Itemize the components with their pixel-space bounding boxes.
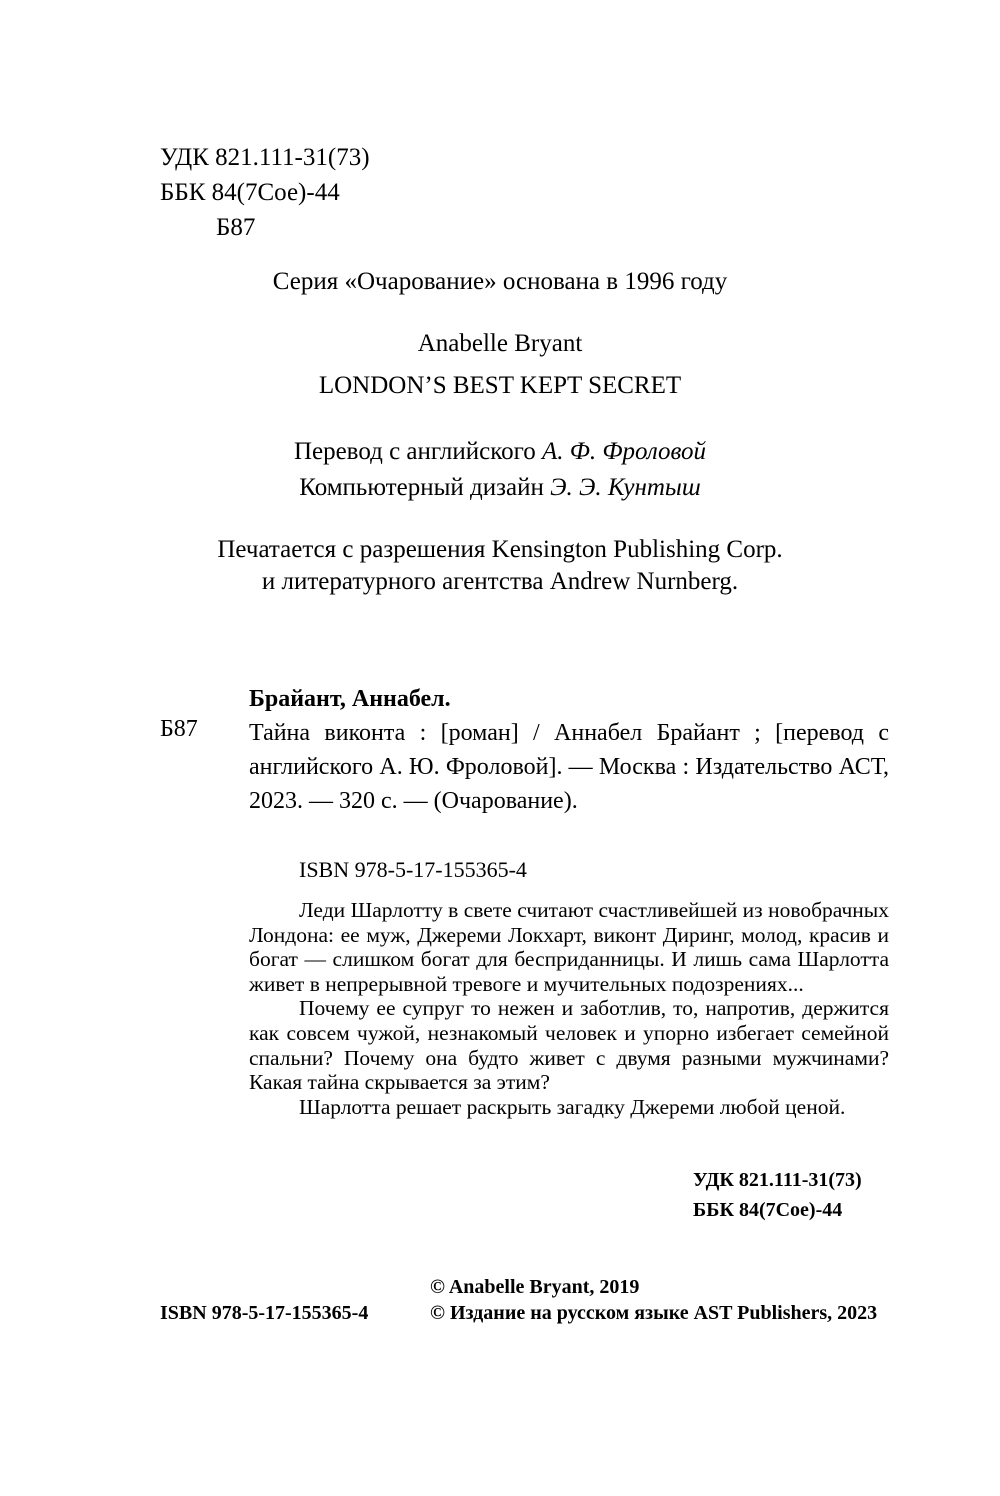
catalog-author-heading: Брайант, Аннабел. [249, 686, 451, 712]
annotation-paragraph: Почему ее супруг то нежен и заботлив, то, напротив, держится как совсем чужой, незнакомый человек и упорно избегает семейной спальни? Почему она будто живет с двумя разными мужчинами? Какая тайна скрывается за этим? [249, 996, 889, 1095]
original-title: LONDON’S BEST KEPT SECRET [318, 372, 682, 399]
bottom-classification-codes [693, 1165, 862, 1225]
copyright-original: © Anabelle Bryant, 2019 [430, 1276, 640, 1298]
annotation-paragraph: Шарлотта решает раскрыть загадку Джереми любой ценой. [299, 1094, 846, 1119]
annotation-paragraph: Леди Шарлотту в свете считают счастливейшей из новобрачных Лондона: ее муж, Джереми Локхарт, виконт Диринг, молод, красив и богат — слишком богат для бесприданницы. И лишь сама Шарлотта живет в непрерывной тревоге и мучительных подозрениях... [249, 898, 889, 996]
classification-codes [160, 140, 370, 245]
design-prefix: Компьютерный дизайн [299, 474, 544, 501]
udk-code: УДК 821.111-31(73) [160, 144, 370, 171]
original-author: Anabelle Bryant [417, 330, 583, 357]
series-line: Серия «Очарование» основана в 1996 году [272, 268, 728, 295]
bottom-isbn: ISBN 978-5-17-155365-4 [160, 1302, 369, 1324]
catalog-isbn: ISBN 978-5-17-155365-4 [299, 857, 527, 882]
bottom-bbk-code: ББК 84(7Сое)-44 [693, 1199, 843, 1221]
annotation [249, 898, 889, 1119]
bottom-udk-code: УДК 821.111-31(73) [693, 1169, 862, 1191]
translation-credit [0, 434, 1000, 470]
design-credit [0, 470, 1000, 506]
translator-name: А. Ф. Фроловой [541, 438, 707, 465]
permission-notice [0, 534, 1000, 598]
permission-line-2: и литературного агентства Andrew Nurnberg. [261, 568, 739, 595]
permission-line-1: Печатается с разрешения Kensington Publishing Corp. [217, 536, 783, 563]
catalog-code: Б87 [160, 716, 198, 742]
catalog-description: Тайна виконта : [роман] / Аннабел Брайант ; [перевод с английского А. Ю. Фроловой]. — Москва : Издательство АСТ, 2023. — 320 с. — (Очарование). [249, 720, 889, 814]
author-sign: Б87 [216, 214, 256, 241]
designer-name: Э. Э. Кунтыш [550, 474, 701, 501]
copyright-russian: © Издание на русском языке AST Publishers, 2023 [430, 1302, 878, 1324]
bbk-code: ББК 84(7Сое)-44 [160, 179, 340, 206]
translation-prefix: Перевод с английского [293, 438, 536, 465]
credits [0, 434, 1000, 506]
